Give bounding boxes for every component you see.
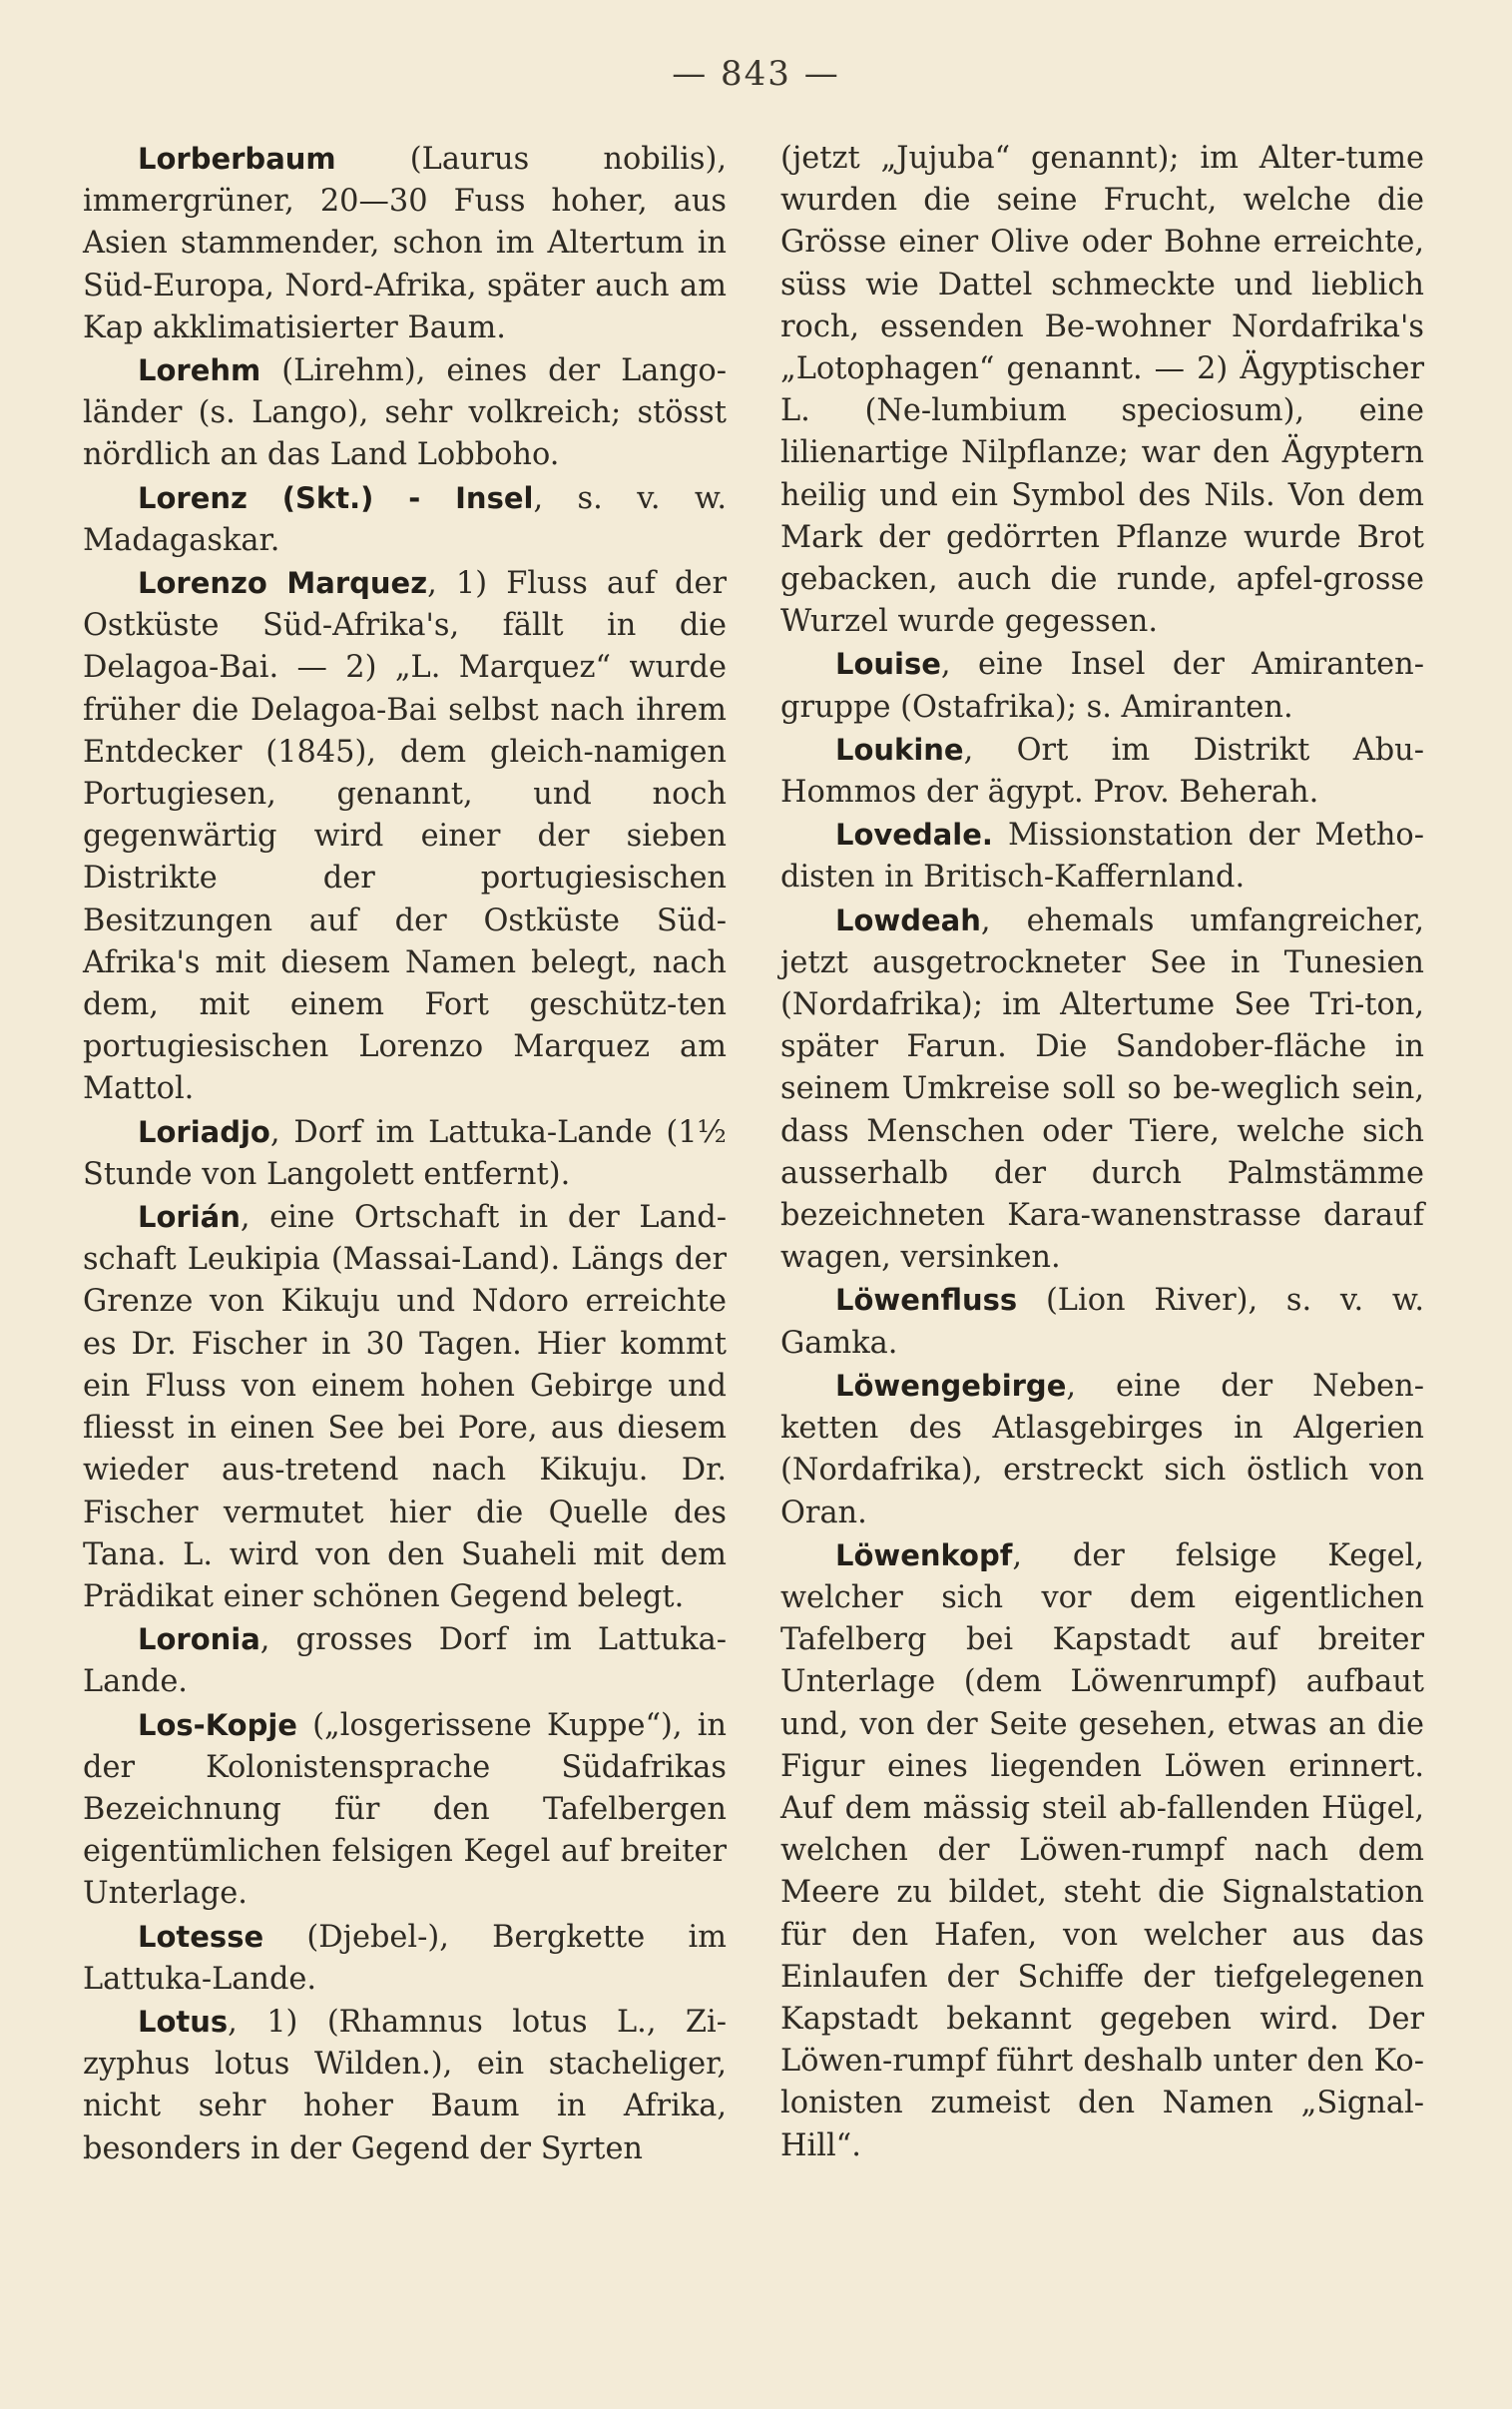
- entry-text: , ehemals umfangreicher, jetzt ausgetrockneter See in Tunesien (Nordafrika); im Altertume See Tri-ton, später Farun. Die Sandober-fläche in seinem Umkreise soll so be-weglich sein, dass Menschen oder Tiere, welche sich ausserhalb der durch Palmstämme bezeichneten Kara-wanenstrasse darauf wagen, versinken.: [780, 903, 1424, 1276]
- entry-lovedale: [780, 814, 1424, 899]
- entry-headword: Louise: [835, 647, 941, 682]
- entry-loronia: [83, 1618, 727, 1703]
- entry-text: , Ort im Distrikt Abu-Hommos der ägypt. Prov. Beherah.: [780, 732, 1424, 811]
- entry-loewengebirge: [780, 1365, 1424, 1534]
- entry-lotus: [83, 2001, 727, 2170]
- entry-headword: Loukine: [835, 732, 964, 767]
- entry-lotus-continued: [780, 138, 1424, 643]
- entry-text: , s. v. w. Madagaskar.: [83, 480, 727, 558]
- entry-text: (Lirehm), eines der Lango-länder (s. Lango), sehr volkreich; stösst nördlich an das Land Lobboho.: [83, 353, 727, 473]
- entry-loewenkopf: [780, 1534, 1424, 2167]
- entry-headword: Lorenz (Skt.) - Insel: [138, 480, 534, 515]
- entry-text: („losgerissene Kuppe“), in der Kolonistensprache Südafrikas Bezeichnung für den Tafelbergen eigentümlichen felsigen Kegel auf breiter Unterlage.: [83, 1707, 727, 1912]
- entry-headword: Lorberbaum: [138, 142, 336, 176]
- entry-text: (Djebel-), Bergkette im Lattuka-Lande.: [83, 1919, 727, 1997]
- entry-text: Missionstation der Metho-disten in Britisch-Kaffernland.: [780, 818, 1424, 896]
- entry-text: , 1) Fluss auf der Ostküste Süd-Afrika's, fällt in die Delagoa-Bai. — 2) „L. Marquez“ wurde früher die Delagoa-Bai selbst nach ihrem Entdecker (1845), dem gleich-namigen Portugiesen, genannt, und noch gegenwärtig wird einer der sieben Distrikte der portugiesischen Besitzungen auf der Ostküste Süd-Afrika's mit diesem Namen belegt, nach dem, mit einem Fort geschütz-ten portugiesischen Lorenzo Marquez am Mattol.: [83, 566, 727, 1107]
- entry-headword: Loronia: [138, 1622, 260, 1657]
- entry-lorenzo-marquez: [83, 562, 727, 1111]
- entry-headword: Lorehm: [138, 353, 261, 388]
- entry-headword: Lovedale.: [835, 818, 993, 853]
- entry-headword: Lowdeah: [835, 903, 981, 937]
- entry-text: (Laurus nobilis), immergrüner, 20—30 Fuss hoher, aus Asien stammender, schon im Altertum in Süd-Europa, Nord-Afrika, später auch am Kap akklimatisierter Baum.: [83, 142, 727, 345]
- entry-headword: Lorián: [138, 1200, 241, 1235]
- entry-text: , eine Insel der Amiranten-gruppe (Ostafrika); s. Amiranten.: [780, 647, 1424, 725]
- right-column: [780, 138, 1424, 2167]
- entry-headword: Löwenkopf: [835, 1537, 1013, 1572]
- entry-loukine: [780, 729, 1424, 814]
- entry-los-kopje: [83, 1704, 727, 1916]
- entry-text: , 1) (Rhamnus lotus L., Zi-zyphus lotus Wilden.), ein stacheliger, nicht sehr hoher Baum in Afrika, besonders in der Gegend der Syrten: [83, 2004, 727, 2166]
- entry-lorehm: [83, 349, 727, 477]
- entry-headword: Loriadjo: [138, 1114, 270, 1149]
- entry-loewenfluss: [780, 1279, 1424, 1364]
- entry-lotesse: [83, 1916, 727, 2001]
- left-column: [83, 138, 727, 2170]
- entry-louise: [780, 643, 1424, 728]
- entry-lorian: [83, 1196, 727, 1618]
- entry-text: (Lion River), s. v. w. Gamka.: [780, 1283, 1424, 1361]
- entry-lorberbaum: [83, 138, 727, 349]
- entry-headword: Lotesse: [138, 1919, 264, 1954]
- entry-loriadjo: [83, 1111, 727, 1196]
- entry-headword: Löwengebirge: [835, 1368, 1067, 1403]
- entry-headword: Lotus: [138, 2004, 229, 2039]
- entry-text: , Dorf im Lattuka-Lande (1½ Stunde von Langolett entfernt).: [83, 1114, 727, 1192]
- entry-lorenz-insel: [83, 477, 727, 562]
- entry-text: , der felsige Kegel, welcher sich vor dem eigentlichen Tafelberg bei Kapstadt auf breiter Unterlage (dem Löwenrumpf) aufbaut und, von der Seite gesehen, etwas an die Figur eines liegenden Löwen erinnert. Auf dem mässig steil ab-fallenden Hügel, welchen der Löwen-rumpf nach dem Meere zu bildet, steht die Signalstation für den Hafen, von welcher aus das Einlaufen der Schiffe der tiefgelegenen Kapstadt bekannt gegeben wird. Der Löwen-rumpf führt deshalb unter den Ko-lonisten zumeist den Namen „Signal-Hill“.: [780, 1537, 1424, 2163]
- entry-lowdeah: [780, 900, 1424, 1280]
- entry-headword: Los-Kopje: [138, 1707, 297, 1742]
- entry-headword: Löwenfluss: [835, 1283, 1018, 1318]
- entry-text: (jetzt „Jujuba“ genannt); im Alter-tume wurden die seine Frucht, welche die Grösse einer Olive oder Bohne erreichte, süss wie Dattel schmeckte und lieblich roch, essenden Be-wohner Nordafrika's „Lotophagen“ genannt. — 2) Ägyptischer L. (Ne-lumbium speciosum), eine lilienartige Nilpflanze; war den Ägyptern heilig und ein Symbol des Nils. Von dem Mark der gedörrten Pflanze wurde Brot gebacken, auch die runde, apfel-grosse Wurzel wurde gegessen.: [780, 141, 1424, 640]
- entry-text: , eine der Neben-ketten des Atlasgebirges in Algerien (Nordafrika), erstreckt sich östlich von Oran.: [780, 1368, 1424, 1530]
- page-number: — 843 —: [672, 54, 840, 94]
- entry-text: , eine Ortschaft in der Land-schaft Leukipia (Massai-Land). Längs der Grenze von Kikuju und Ndoro erreichte es Dr. Fischer in 30 Tagen. Hier kommt ein Fluss von einem hohen Gebirge und fliesst in einen See bei Pore, aus diesem wieder aus-tretend nach Kikuju. Dr. Fischer vermutet hier die Quelle des Tana. L. wird von den Suaheli mit dem Prädikat einer schönen Gegend belegt.: [83, 1200, 727, 1614]
- entry-headword: Lorenzo Marquez: [138, 566, 428, 601]
- entry-text: , grosses Dorf im Lattuka-Lande.: [83, 1622, 727, 1700]
